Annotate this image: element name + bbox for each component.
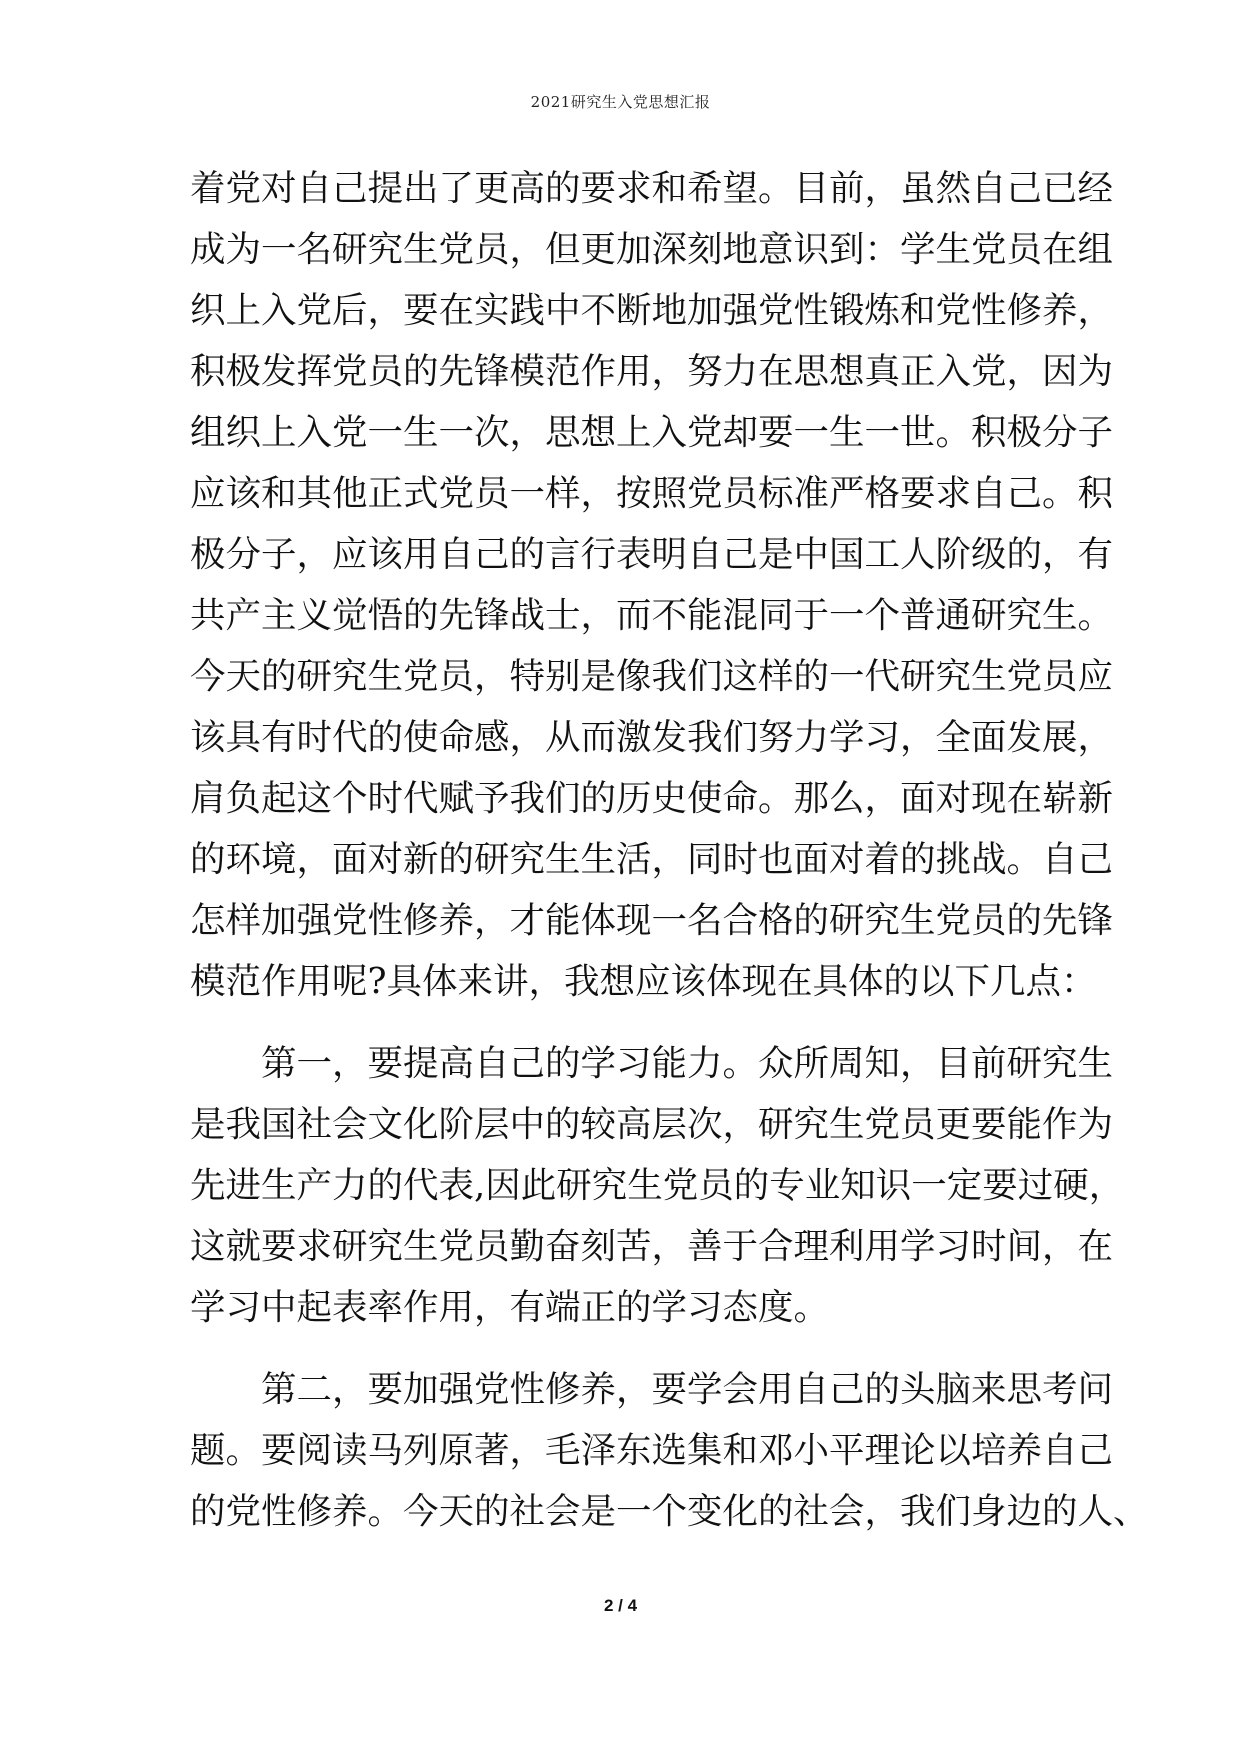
text-line: 极分子，应该用自己的言行表明自己是中国工人阶级的，有 <box>190 534 1114 575</box>
paragraph-1 <box>190 158 1114 1012</box>
text-line: 应该和其他正式党员一样，按照党员标准严格要求自己。积 <box>190 473 1114 514</box>
text-line: 积极发挥党员的先锋模范作用，努力在思想真正入党，因为 <box>190 351 1114 392</box>
text-line: 成为一名研究生党员，但更加深刻地意识到：学生党员在组 <box>190 229 1114 270</box>
text-line: 组织上入党一生一次，思想上入党却要一生一世。积极分子 <box>190 412 1114 453</box>
text-line: 怎样加强党性修养，才能体现一名合格的研究生党员的先锋 <box>190 900 1114 941</box>
text-line: 是我国社会文化阶层中的较高层次，研究生党员更要能作为 <box>190 1104 1114 1145</box>
paragraph-2 <box>190 1033 1125 1338</box>
text-line: 的党性修养。今天的社会是一个变化的社会，我们身边的人、 <box>190 1491 1149 1532</box>
paragraph-spacer <box>190 1338 1070 1359</box>
text-line: 该具有时代的使命感，从而激发我们努力学习，全面发展， <box>190 717 1114 758</box>
text-line: 模范作用呢?具体来讲，我想应该体现在具体的以下几点： <box>190 961 1097 1002</box>
page-header: 2021研究生入党思想汇报 <box>530 93 711 111</box>
paragraph-3 <box>190 1359 1149 1542</box>
text-line: 学习中起表率作用，有端正的学习态度。 <box>190 1287 830 1328</box>
text-line: 共产主义觉悟的先锋战士，而不能混同于一个普通研究生。 <box>190 595 1114 636</box>
text-line: 着党对自己提出了更高的要求和希望。目前，虽然自己已经 <box>190 168 1114 209</box>
paragraph-spacer <box>190 1012 1070 1033</box>
text-line: 肩负起这个时代赋予我们的历史使命。那么，面对现在崭新 <box>190 778 1114 819</box>
text-line: 题。要阅读马列原著，毛泽东选集和邓小平理论以培养自己 <box>190 1430 1114 1471</box>
text-line: 第二，要加强党性修养，要学会用自己的头脑来思考问 <box>261 1369 1114 1410</box>
page-number: 2 / 4 <box>603 1596 638 1615</box>
document-body <box>190 158 1149 1542</box>
text-line: 今天的研究生党员，特别是像我们这样的一代研究生党员应 <box>190 656 1114 697</box>
text-line: 这就要求研究生党员勤奋刻苦，善于合理利用学习时间，在 <box>190 1226 1114 1267</box>
text-line: 第一，要提高自己的学习能力。众所周知，目前研究生 <box>261 1043 1114 1084</box>
text-line: 织上入党后，要在实践中不断地加强党性锻炼和党性修养， <box>190 290 1114 331</box>
text-line: 的环境，面对新的研究生生活，同时也面对着的挑战。自己 <box>190 839 1114 880</box>
text-line: 先进生产力的代表,因此研究生党员的专业知识一定要过硬， <box>190 1165 1125 1206</box>
